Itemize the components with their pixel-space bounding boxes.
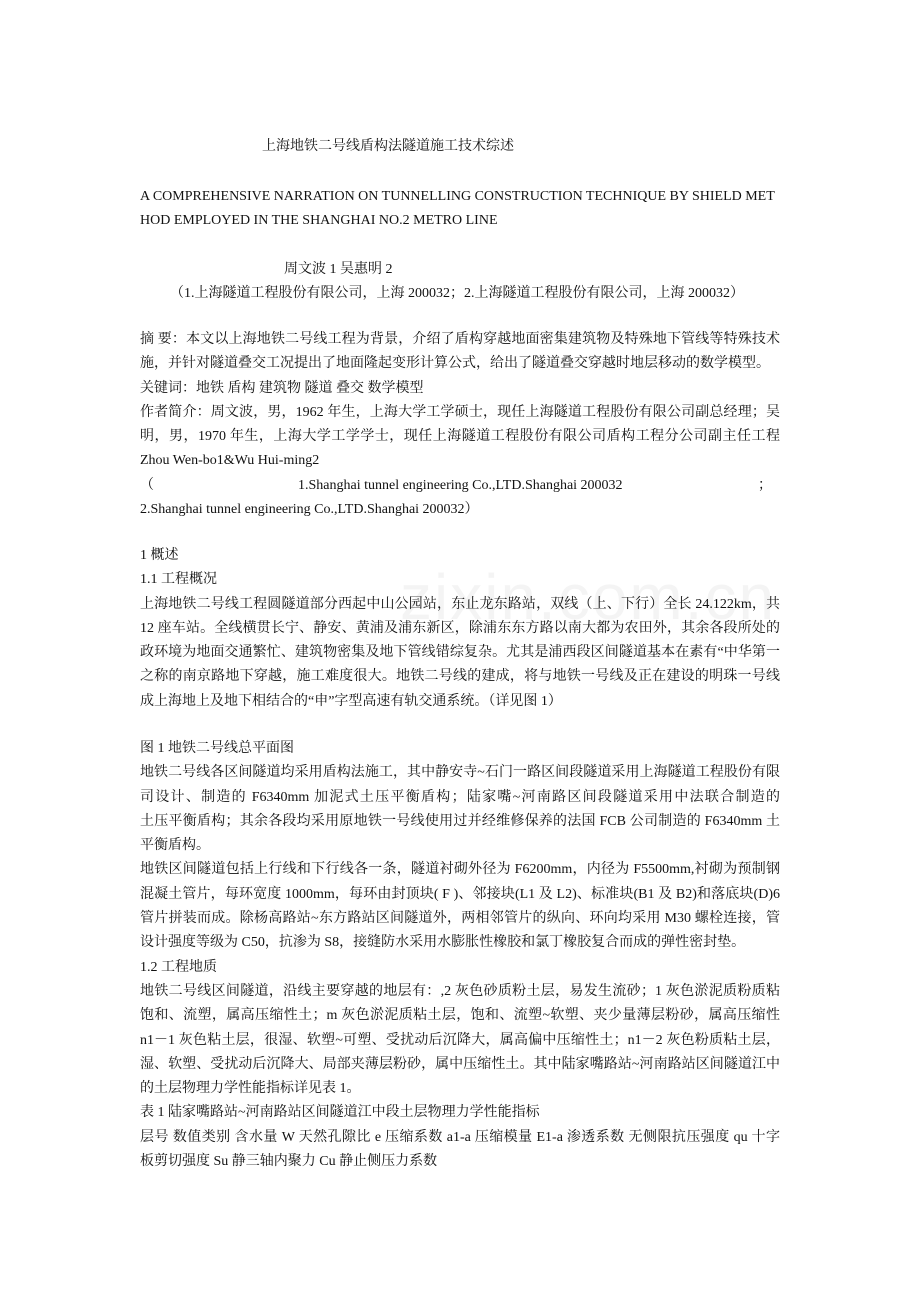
abstract-line: 摘 要：本文以上海地铁二号线工程为背景，介绍了盾构穿越地面密集建筑物及特殊地下管线等特殊技术: [140, 332, 780, 347]
affiliation-en: [140, 474, 780, 498]
para-line: 设计强度等级为 C50，抗渗为 S8，接缝防水采用水膨胀性橡胶和氯丁橡胶复合而成的弹性密封垫。: [140, 935, 746, 951]
author-intro-line: 明，男，1970 年生，上海大学工学学士，现任上海隧道工程股份有限公司盾构工程分公司副主任工程: [140, 429, 780, 445]
para-line: 平衡盾构。: [140, 838, 210, 854]
para-line: 混凝土管片，每环宽度 1000mm，每环由封顶块( F )、邻接块(L1 及 L2)、标准块(B1 及 B2)和落底块(D)6: [140, 886, 780, 902]
affiliation-en-second: 2.Shanghai tunnel engineering Co.,LTD.Shanghai 200032）: [140, 502, 479, 518]
authors-cn: 周文波 1 吴惠明 2: [284, 262, 393, 277]
para-line: 地铁二号线各区间隧道均采用盾构法施工，其中静安寺~石门一路区间段隧道采用上海隧道工程股份有限: [140, 765, 780, 781]
heading-1-2: 1.2 工程地质: [140, 959, 217, 975]
author-intro-line: 作者简介：周文波，男，1962 年生，上海大学工学硕士，现任上海隧道工程股份有限公司副总经理；吴: [140, 404, 780, 420]
para-line: 上海地铁二号线工程圆隧道部分西起中山公园站，东止龙东路站，双线（上、下行）全长 24.122km，共: [140, 596, 780, 612]
heading-1-1: 1.1 工程概况: [140, 572, 217, 588]
keywords: 关键词：地铁 盾构 建筑物 隧道 叠交 数学模型: [140, 380, 424, 396]
front-matter: [140, 328, 780, 522]
section-1-body: [140, 737, 780, 1174]
figure-caption: 图 1 地铁二号线总平面图: [140, 741, 294, 756]
para-line: 管片拼装而成。除杨高路站~东方路站区间隧道外，两相邻管片的纵向、环向均采用 M30 螺栓连接，管: [140, 911, 780, 927]
authors-en: Zhou Wen-bo1&Wu Hui-ming2: [140, 453, 320, 469]
separator: ；: [758, 477, 772, 493]
section-1: [140, 544, 780, 714]
title-en-line: HOD EMPLOYED IN THE SHANGHAI NO.2 METRO LINE: [140, 213, 498, 229]
para-line: 的土层物理力学性能指标详见表 1。: [140, 1081, 361, 1097]
abstract-line: 施，并针对隧道叠交工况提出了地面隆起变形计算公式，给出了隧道叠交穿越时地层移动的数学模型。: [140, 356, 770, 372]
heading-1: 1 概述: [140, 548, 179, 563]
title-cn: 上海地铁二号线盾构法隧道施工技术综述: [262, 139, 514, 154]
table-header-line: 板剪切强度 Su 静三轴内聚力 Cu 静止侧压力系数: [140, 1154, 438, 1170]
affiliation-cn: （1.上海隧道工程股份有限公司，上海 200032；2.上海隧道工程股份有限公司，上海 200032）: [170, 286, 744, 301]
title-en-line: A COMPREHENSIVE NARRATION ON TUNNELLING CONSTRUCTION TECHNIQUE BY SHIELD MET: [140, 189, 775, 204]
para-line: 地铁二号线区间隧道，沿线主要穿越的地层有：,2 灰色砂质粉土层，易发生流砂；1 灰色淤泥质粉质粘: [140, 983, 780, 999]
para-line: n1－1 灰色粘土层，很湿、软塑~可塑、受扰动后沉降大，属高偏中压缩性土；n1－2 灰色粉质粘土层，: [140, 1032, 780, 1048]
table-caption: 表 1 陆家嘴路站~河南路站区间隧道江中段土层物理力学性能指标: [140, 1105, 540, 1121]
para-line: 饱和、流塑，属高压缩性土；m 灰色淤泥质粘土层，饱和、流塑~软塑、夹少量薄层粉砂，属高压缩性: [140, 1008, 780, 1024]
para-line: 地铁区间隧道包括上行线和下行线各一条，隧道衬砌外径为 F6200mm，内径为 F5500mm,衬砌为预制钢: [140, 862, 780, 878]
affiliation-en-first: 1.Shanghai tunnel engineering Co.,LTD.Shanghai 200032: [298, 477, 623, 493]
para-line: 司设计、制造的 F6340mm 加泥式土压平衡盾构；陆家嘴~河南路区间段隧道采用中法联合制造的: [140, 789, 780, 805]
para-line: 12 座车站。全线横贯长宁、静安、黄浦及浦东新区，除浦东东方路以南大都为农田外，其余各段所处的: [140, 620, 780, 636]
para-line: 之称的南京路地下穿越，施工难度很大。地铁二号线的建成，将与地铁一号线及正在建设的明珠一号线: [140, 669, 780, 685]
table-header-line: 层号 数值类别 含水量 W 天然孔隙比 e 压缩系数 a1-a 压缩模量 E1-a 渗透系数 无侧限抗压强度 qu 十字: [140, 1129, 780, 1145]
para-line: 成上海地上及地下相结合的“申”字型高速有轨交通系统。（详见图 1）: [140, 693, 562, 709]
para-line: 土压平衡盾构；其余各段均采用原地铁一号线使用过并经维修保养的法国 FCB 公司制造的 F6340mm 土: [140, 813, 780, 829]
title-en: [140, 185, 780, 234]
para-line: 湿、软塑、受扰动后沉降大、局部夹薄层粉砂，属中压缩性土。其中陆家嘴路站~河南路站区间隧道江中: [140, 1056, 780, 1072]
para-line: 政环境为地面交通繁忙、建筑物密集及地下管线错综复杂。尤其是浦西段区间隧道基本在素有“中华第一: [140, 645, 780, 661]
paren: （: [140, 477, 154, 493]
